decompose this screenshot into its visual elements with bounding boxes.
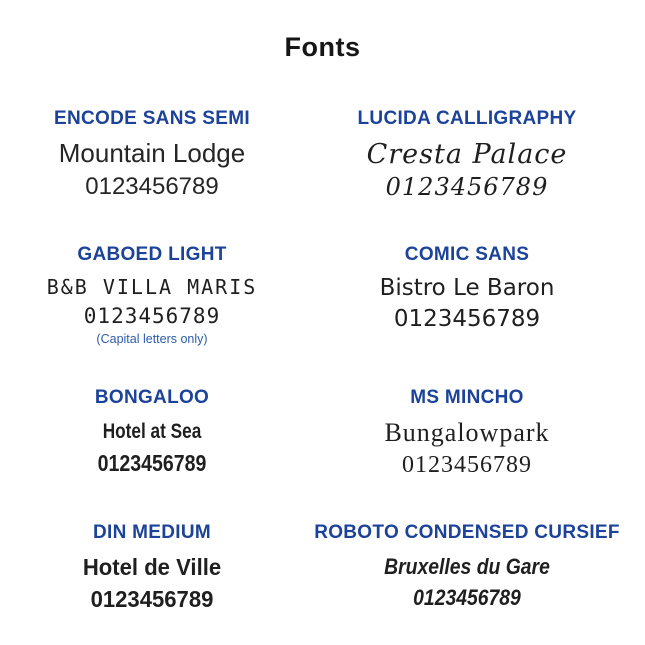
font-sample-digits: 0123456789	[393, 306, 541, 333]
font-samples-grid	[0, 107, 645, 616]
font-card-din-medium	[2, 521, 302, 615]
font-sample-text: Hotel at Sea	[102, 419, 202, 443]
font-sample-text: Cresta Palace	[366, 138, 568, 170]
font-name-label: ENCODE SANS SEMI	[54, 108, 250, 129]
font-sample-text: Mountain Lodge	[58, 137, 246, 168]
font-card-ms-mincho	[302, 386, 632, 482]
font-note: (Capital letters only)	[96, 331, 208, 346]
font-sample-digits: 0123456789	[97, 450, 207, 477]
font-name-label: DIN MEDIUM	[92, 522, 212, 544]
font-name-label: BONGALOO	[94, 386, 210, 408]
page-title: Fonts	[284, 32, 361, 62]
font-name-label: ROBOTO CONDENSED CURSIEF	[314, 522, 620, 544]
font-sample-text: B&B VILLA MARIS	[46, 275, 258, 300]
font-card-roboto-condensed-cursief	[302, 521, 632, 615]
font-sample-digits: 0123456789	[385, 172, 549, 201]
font-name-label: LUCIDA CALLIGRAPHY	[357, 108, 577, 129]
font-sample-digits: 0123456789	[90, 586, 214, 613]
font-card-comic-sans	[302, 243, 632, 346]
font-name-label: GABOED LIGHT	[77, 243, 227, 265]
font-sample-text: Bungalowpark	[384, 417, 550, 447]
font-card-bongaloo	[2, 386, 302, 482]
font-card-gaboed-light	[2, 243, 302, 346]
font-sample-digits: 0123456789	[83, 304, 221, 329]
font-sample-text: Bistro Le Baron	[379, 275, 555, 302]
font-name-label: MS MINCHO	[410, 386, 524, 408]
font-sample-text: Hotel de Ville	[82, 554, 222, 581]
font-sample-digits: 0123456789	[85, 172, 219, 200]
font-sample-digits: 0123456789	[413, 585, 521, 611]
font-name-label: COMIC SANS	[404, 243, 530, 265]
font-card-encode-sans-semi	[2, 107, 302, 203]
font-card-lucida-calligraphy	[302, 107, 632, 203]
font-sample-digits: 0123456789	[402, 452, 532, 479]
font-sample-text: Bruxelles du Gare	[384, 554, 550, 580]
